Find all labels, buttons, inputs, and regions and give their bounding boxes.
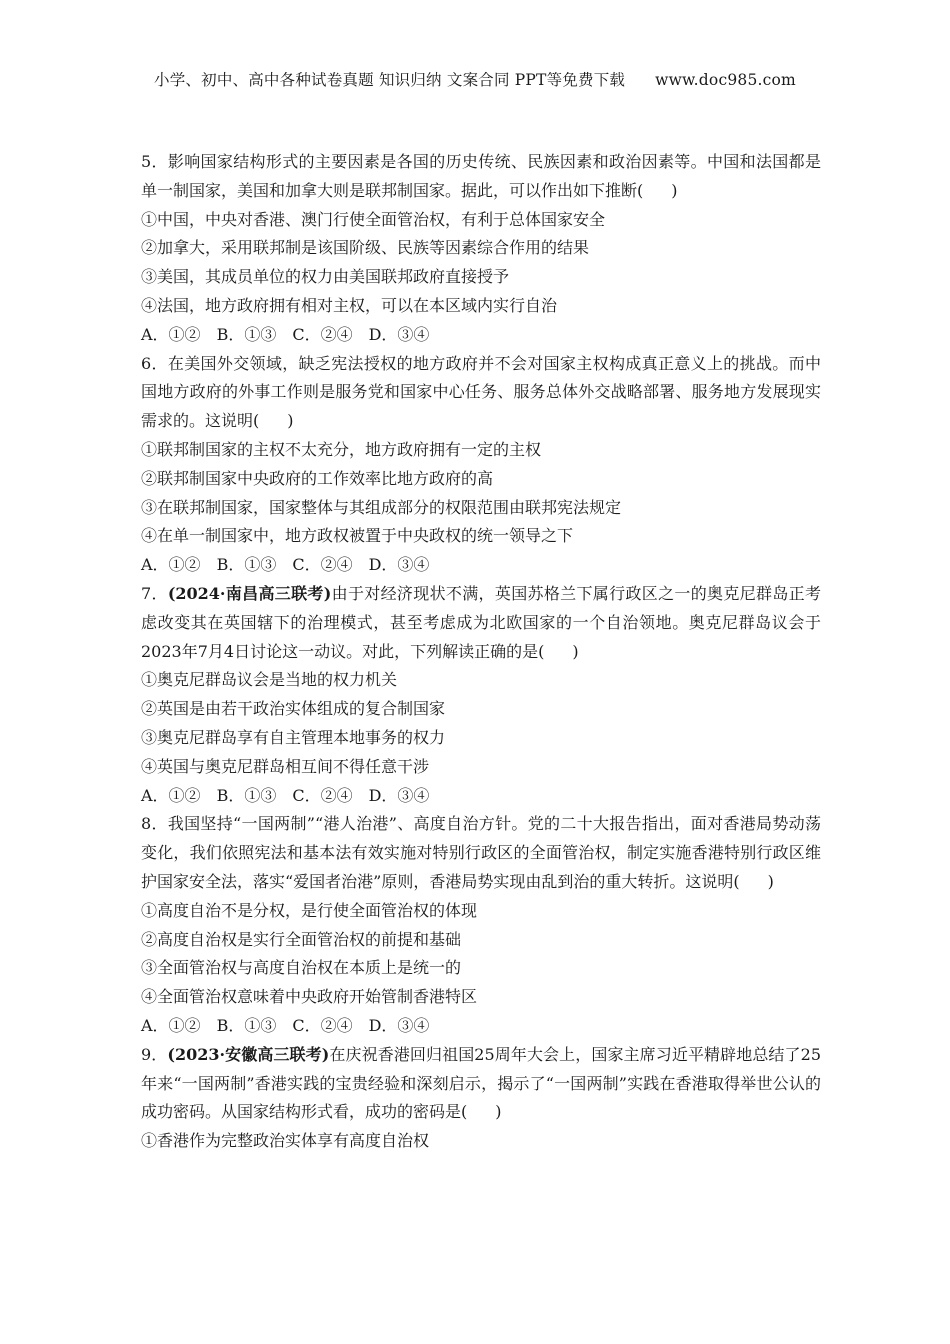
answer-choice-b: B．①③ xyxy=(216,324,277,344)
option-statement: ①奥克尼群岛议会是当地的权力机关 xyxy=(141,670,398,690)
answer-choice-a: A．①② xyxy=(141,1015,201,1035)
question-number: 7． xyxy=(141,583,168,603)
question-stem xyxy=(141,148,821,206)
option-statement: ①联邦制国家的主权不太充分，地方政府拥有一定的主权 xyxy=(141,439,542,459)
answer-choice-c: C．②④ xyxy=(292,1015,353,1035)
answer-choice-d: D．③④ xyxy=(368,785,430,805)
question-text-end: ) xyxy=(671,180,678,200)
option-statement: ④在单一制国家中，地方政权被置于中央政权的统一领导之下 xyxy=(141,526,574,546)
option-statement: ③美国，其成员单位的权力由美国联邦政府直接授予 xyxy=(141,267,510,287)
question-number: 8． xyxy=(141,814,168,834)
question-list xyxy=(141,148,821,1156)
answer-choices xyxy=(141,551,821,580)
option-statement: ①中国，中央对香港、澳门行使全面管治权，有利于总体国家安全 xyxy=(141,209,606,229)
question-8 xyxy=(141,810,821,1040)
answer-choice-a: A．①② xyxy=(141,555,201,575)
question-number: 6． xyxy=(141,353,168,373)
question-stem xyxy=(141,810,821,896)
question-text-end: ) xyxy=(572,641,579,661)
question-5 xyxy=(141,148,821,350)
answer-choice-c: C．②④ xyxy=(292,785,353,805)
question-text: 在美国外交领域，缺乏宪法授权的地方政府并不会对国家主权构成真正意义上的挑战。而中国地方政府的外事工作则是服务党和国家中心任务、服务总体外交战略部署、服务地方发展现实需求的。这说明( xyxy=(141,353,821,431)
question-text: 影响国家结构形式的主要因素是各国的历史传统、民族因素和政治因素等。中国和法国都是单一制国家，美国和加拿大则是联邦制国家。据此，可以作出如下推断( xyxy=(141,152,821,200)
answer-choice-b: B．①③ xyxy=(216,555,277,575)
question-text: 在庆祝香港回归祖国25周年大会上，国家主席习近平精辟地总结了25年来“一国两制”香港实践的宝贵经验和深刻启示，揭示了“一国两制”实践在香港取得举世公认的成功密码。从国家结构形式看，成功的密码是( xyxy=(141,1044,821,1122)
header-title: 小学、初中、高中各种试卷真题 知识归纳 文案合同 PPT等免费下载 xyxy=(154,71,626,89)
question-text-end: ) xyxy=(287,411,294,431)
answer-choice-d: D．③④ xyxy=(368,1015,430,1035)
answer-choices xyxy=(141,1012,821,1041)
answer-choice-d: D．③④ xyxy=(368,324,430,344)
question-7 xyxy=(141,580,821,810)
question-source: (2024·南昌高三联考) xyxy=(167,583,332,603)
question-text-end: ) xyxy=(495,1102,502,1122)
question-6 xyxy=(141,350,821,580)
answer-choice-a: A．①② xyxy=(141,785,201,805)
answer-choice-c: C．②④ xyxy=(292,555,353,575)
question-source: (2023·安徽高三联考) xyxy=(167,1044,330,1064)
option-statement: ③奥克尼群岛享有自主管理本地事务的权力 xyxy=(141,727,446,747)
answer-choice-d: D．③④ xyxy=(368,555,430,575)
question-stem xyxy=(141,580,821,666)
option-statement: ③在联邦制国家，国家整体与其组成部分的权限范围由联邦宪法规定 xyxy=(141,497,622,517)
question-stem xyxy=(141,350,821,436)
question-text: 由于对经济现状不满，英国苏格兰下属行政区之一的奥克尼群岛正考虑改变其在英国辖下的治理模式，甚至考虑成为北欧国家的一个自治领地。奥克尼群岛议会于2023年7月4日讨论这一动议。对此，下列解读正确的是( xyxy=(141,583,821,661)
option-statement: ②英国是由若干政治实体组成的复合制国家 xyxy=(141,699,446,719)
option-statement: ②加拿大，采用联邦制是该国阶级、民族等因素综合作用的结果 xyxy=(141,238,590,258)
answer-choices xyxy=(141,321,821,350)
option-statement: ①高度自治不是分权，是行使全面管治权的体现 xyxy=(141,900,478,920)
option-statement: ④法国，地方政府拥有相对主权，可以在本区域内实行自治 xyxy=(141,295,558,315)
answer-choices xyxy=(141,782,821,811)
option-statement: ④英国与奥克尼群岛相互间不得任意干涉 xyxy=(141,756,430,776)
question-text: 我国坚持“一国两制”“港人治港”、高度自治方针。党的二十大报告指出，面对香港局势动荡变化，我们依照宪法和基本法有效实施对特别行政区的全面管治权，制定实施香港特别行政区维护国家安全法，落实“爱国者治港”原则，香港局势实现由乱到治的重大转折。这说明( xyxy=(141,814,821,891)
answer-choice-b: B．①③ xyxy=(216,1015,277,1035)
answer-choice-b: B．①③ xyxy=(216,785,277,805)
answer-choice-a: A．①② xyxy=(141,324,201,344)
question-number: 9． xyxy=(141,1044,168,1064)
option-statement: ②联邦制国家中央政府的工作效率比地方政府的高 xyxy=(141,468,494,488)
option-statement: ①香港作为完整政治实体享有高度自治权 xyxy=(141,1131,430,1151)
header-site-link[interactable]: www.doc985.com xyxy=(655,71,796,89)
answer-choice-c: C．②④ xyxy=(292,324,353,344)
option-statement: ③全面管治权与高度自治权在本质上是统一的 xyxy=(141,958,462,978)
page-header xyxy=(0,68,950,90)
question-9 xyxy=(141,1041,821,1156)
question-number: 5． xyxy=(141,152,168,171)
question-text-end: ) xyxy=(767,871,774,891)
question-stem xyxy=(141,1041,821,1127)
option-statement: ②高度自治权是实行全面管治权的前提和基础 xyxy=(141,929,462,949)
option-statement: ④全面管治权意味着中央政府开始管制香港特区 xyxy=(141,987,478,1007)
